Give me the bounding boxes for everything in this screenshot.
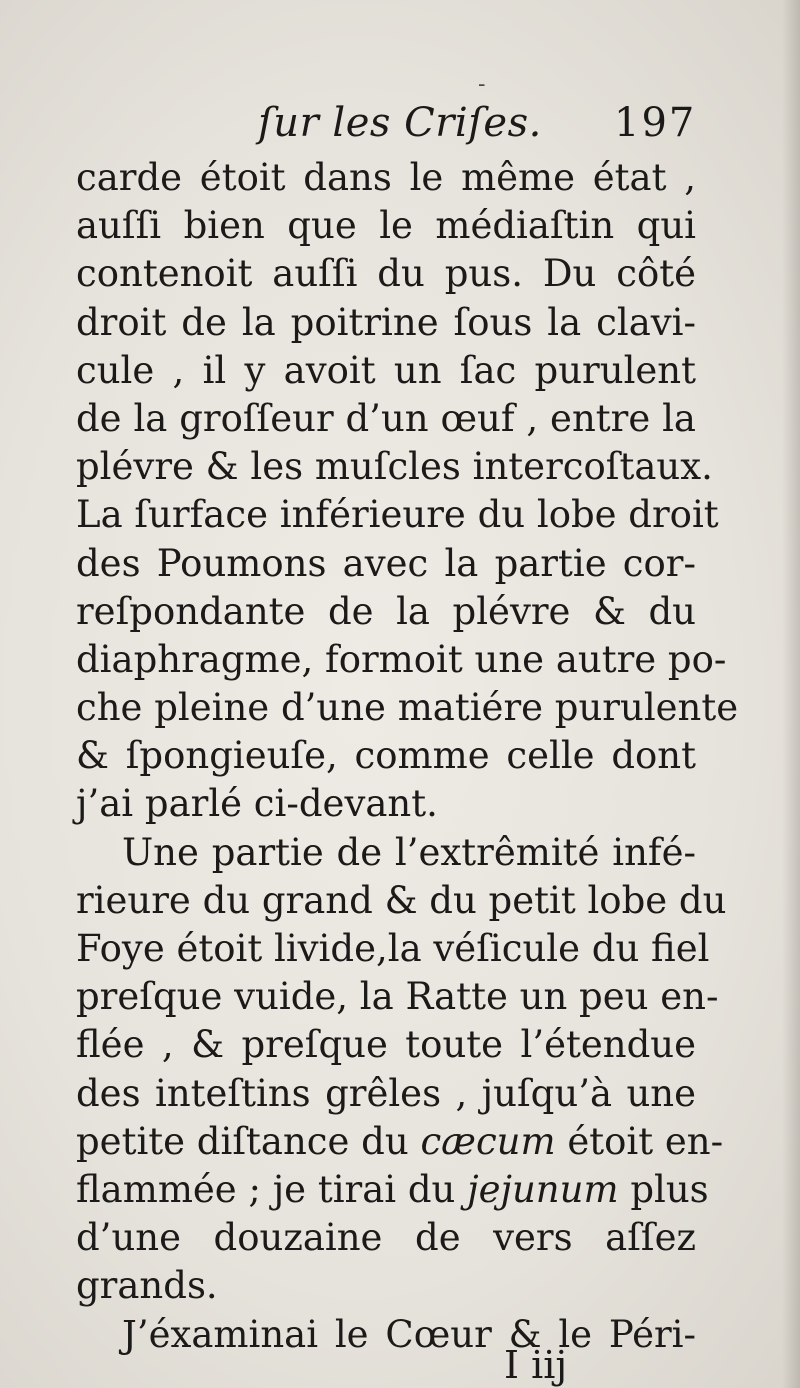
text-line: des Poumons avec la partie cor-	[76, 541, 696, 585]
text-line: j’ai parlé ci-devant.	[76, 782, 438, 826]
paragraph-start-line: Une partie de l’extrêmité infé-	[122, 830, 696, 874]
text-line: rieure du grand & du petit lobe du	[76, 878, 727, 922]
italic-term: cæcum	[420, 1119, 556, 1163]
text-line: carde étoit dans le même état ,	[76, 156, 696, 199]
running-title: ſur les Criſes.	[258, 100, 542, 146]
text-line: flée , & preſque toute l’étendue	[76, 1023, 696, 1067]
text-line: de la groſſeur d’un œuf , entre la	[76, 396, 696, 440]
text-line: Foye étoit livide,la véſicule du fiel	[76, 927, 710, 970]
paragraph-start-line: J’éxaminai le Cœur & le Péri-	[122, 1312, 696, 1356]
text-line: diaphragme, formoit une autre po-	[76, 637, 727, 681]
text-line: droit de la poitrine ſous la clavi-	[76, 300, 696, 344]
text-line: & ſpongieuſe, comme celle dont	[76, 734, 696, 778]
page-header	[0, 96, 800, 156]
text-line: d’une douzaine de vers aſſez	[76, 1216, 696, 1260]
text-line: reſpondante de la plévre & du	[76, 589, 696, 633]
page-edge-shadow	[782, 0, 800, 1388]
text-line: flammée ; je tirai du jejunum plus	[76, 1167, 709, 1211]
italic-term: jejunum	[467, 1167, 619, 1211]
text-line: preſque vuide, la Ratte un peu en-	[76, 975, 719, 1019]
text-line: grands.	[76, 1264, 218, 1308]
page-number: 197	[614, 100, 697, 146]
text-line: plévre & les muſcles intercoſtaux.	[76, 445, 713, 489]
text-line: che pleine d’une matiére purulente	[76, 686, 739, 730]
text-line: auſſi bien que le médiaſtin qui	[76, 204, 696, 248]
text-line: petite diſtance du cæcum étoit en-	[76, 1119, 724, 1163]
text-line: contenoit auſſi du pus. Du côté	[76, 252, 696, 296]
text-line: La ſurface inférieure du lobe droit	[76, 493, 719, 537]
text-line: des inteſtins grêles , juſqu’à une	[76, 1071, 696, 1115]
signature-mark: I iij	[504, 1343, 568, 1387]
text-line: cule , il y avoit un ſac purulent	[76, 348, 696, 392]
body-text	[76, 154, 739, 1359]
page-footer	[0, 1342, 800, 1388]
top-mark: -	[478, 72, 486, 97]
